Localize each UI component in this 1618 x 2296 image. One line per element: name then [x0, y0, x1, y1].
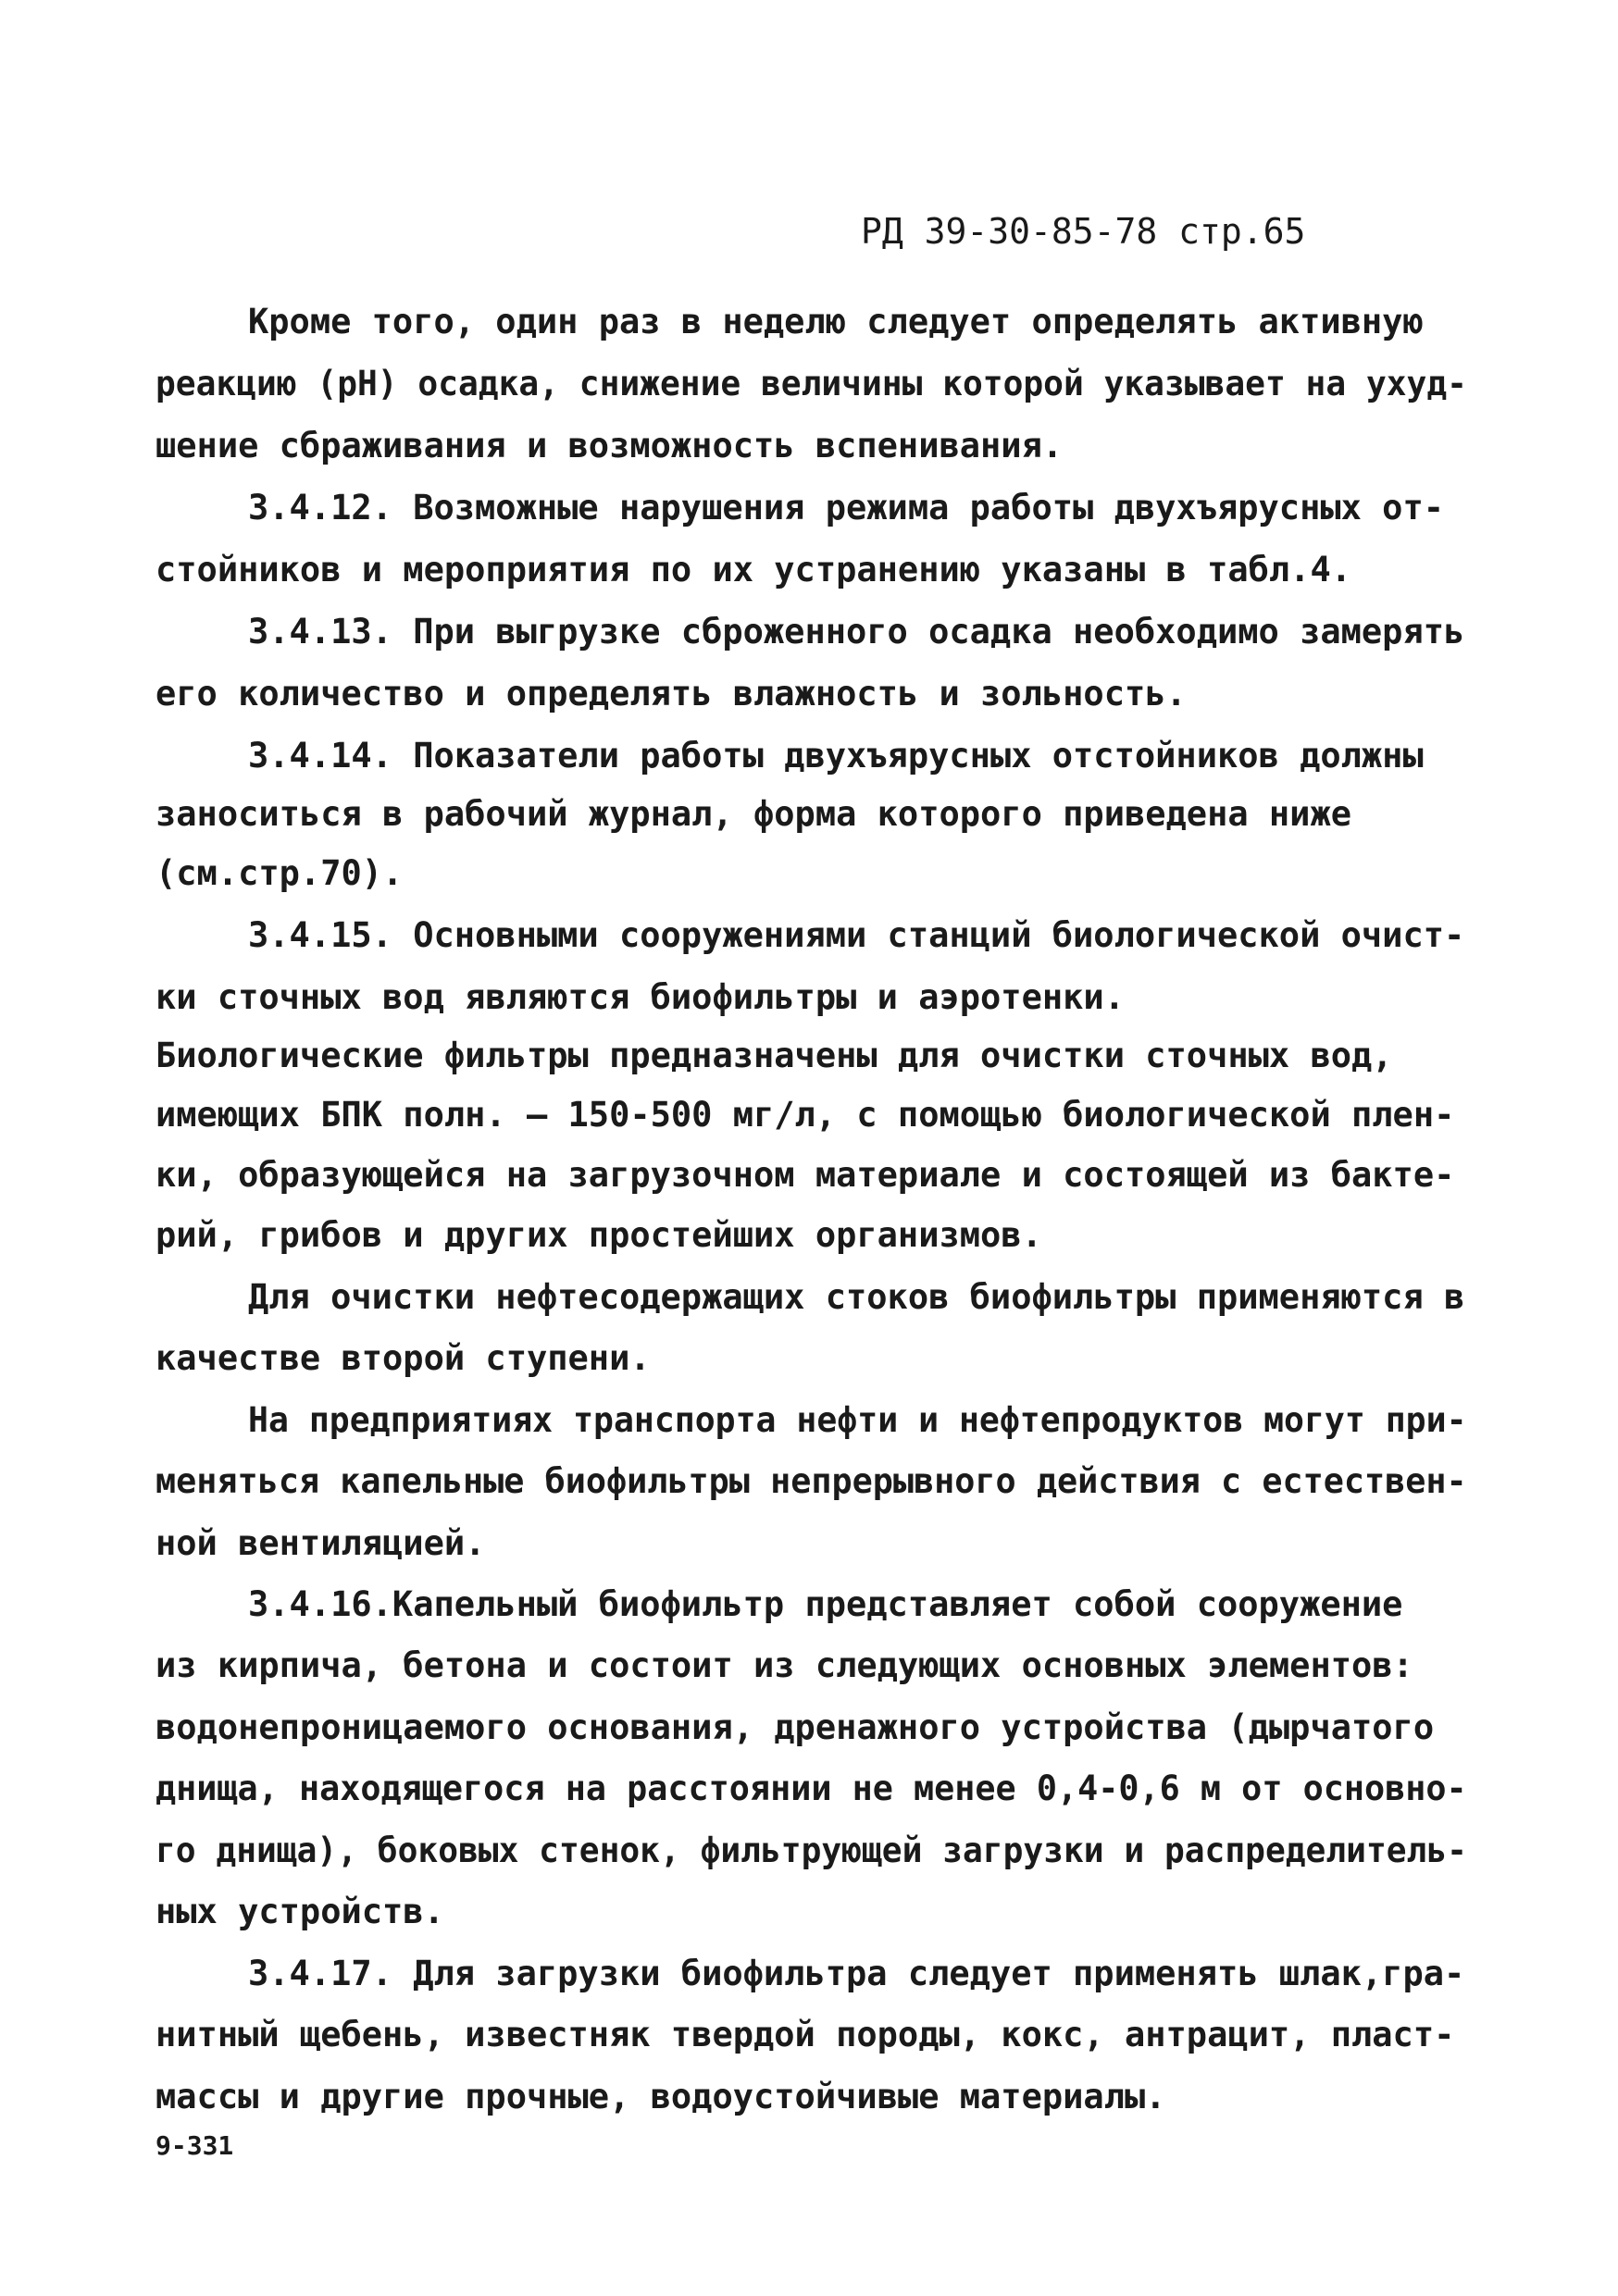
text-line: меняться капельные биофильтры непрерывного действия с естествен-: [156, 1461, 1467, 1501]
text-line: заноситься в рабочий журнал, форма которого приведена ниже: [156, 794, 1352, 834]
text-line: 3.4.15. Основными сооружениями станций биологической очист-: [248, 915, 1465, 955]
text-line: 3.4.17. Для загрузки биофильтра следует применять шлак,гра-: [248, 1954, 1465, 1993]
text-line: 3.4.16.Капельный биофильтр представляет собой сооружение: [248, 1584, 1403, 1624]
text-line: 3.4.12. Возможные нарушения режима работы двухъярусных от-: [248, 488, 1445, 527]
text-line: (см.стр.70).: [156, 853, 404, 893]
text-line: го днища), боковых стенок, фильтрующей загрузки и распределитель-: [156, 1831, 1467, 1870]
text-line: ных устройств.: [156, 1892, 444, 1931]
page-header: РД 39-30-85-78 стр.65: [861, 211, 1306, 252]
text-line: имеющих БПК полн. — 150-500 мг/л, с помощью биологической плен-: [156, 1095, 1455, 1135]
text-line: массы и другие прочные, водоустойчивые материалы.: [156, 2077, 1166, 2116]
text-line: рий, грибов и других простейших организмов.: [156, 1215, 1042, 1255]
text-line: реакцию (pH) осадка, снижение величины которой указывает на ухуд-: [156, 364, 1467, 403]
text-line: Биологические фильтры предназначены для очистки сточных вод,: [156, 1036, 1393, 1075]
text-line: качестве второй ступени.: [156, 1338, 651, 1378]
text-line: нитный щебень, известняк твердой породы, кокс, антрацит, пласт-: [156, 2015, 1455, 2054]
text-line: водонепроницаемого основания, дренажного устройства (дырчатого: [156, 1707, 1435, 1747]
text-line: днища, находящегося на расстоянии не менее 0,4-0,6 м от основно-: [156, 1769, 1467, 1808]
text-line: его количество и определять влажность и зольность.: [156, 674, 1187, 714]
text-line: 3.4.13. При выгрузке сброженного осадка необходимо замерять: [248, 612, 1465, 652]
page-footer-code: 9-331: [156, 2130, 234, 2161]
text-line: Кроме того, один раз в неделю следует определять активную: [248, 302, 1424, 341]
text-line: шение сбраживания и возможность вспенивания.: [156, 426, 1064, 465]
text-line: ки, образующейся на загрузочном материале и состоящей из бакте-: [156, 1155, 1455, 1195]
text-line: ки сточных вод являются биофильтры и аэротенки.: [156, 977, 1125, 1017]
text-line: ной вентиляцией.: [156, 1523, 486, 1563]
text-line: из кирпича, бетона и состоит из следующих основных элементов:: [156, 1645, 1413, 1685]
text-line: 3.4.14. Показатели работы двухъярусных отстойников должны: [248, 736, 1424, 776]
text-line: стойников и мероприятия по их устранению указаны в табл.4.: [156, 550, 1352, 590]
text-line: Для очистки нефтесодержащих стоков биофильтры применяются в: [248, 1277, 1465, 1317]
text-line: На предприятиях транспорта нефти и нефтепродуктов могут при-: [248, 1400, 1467, 1440]
